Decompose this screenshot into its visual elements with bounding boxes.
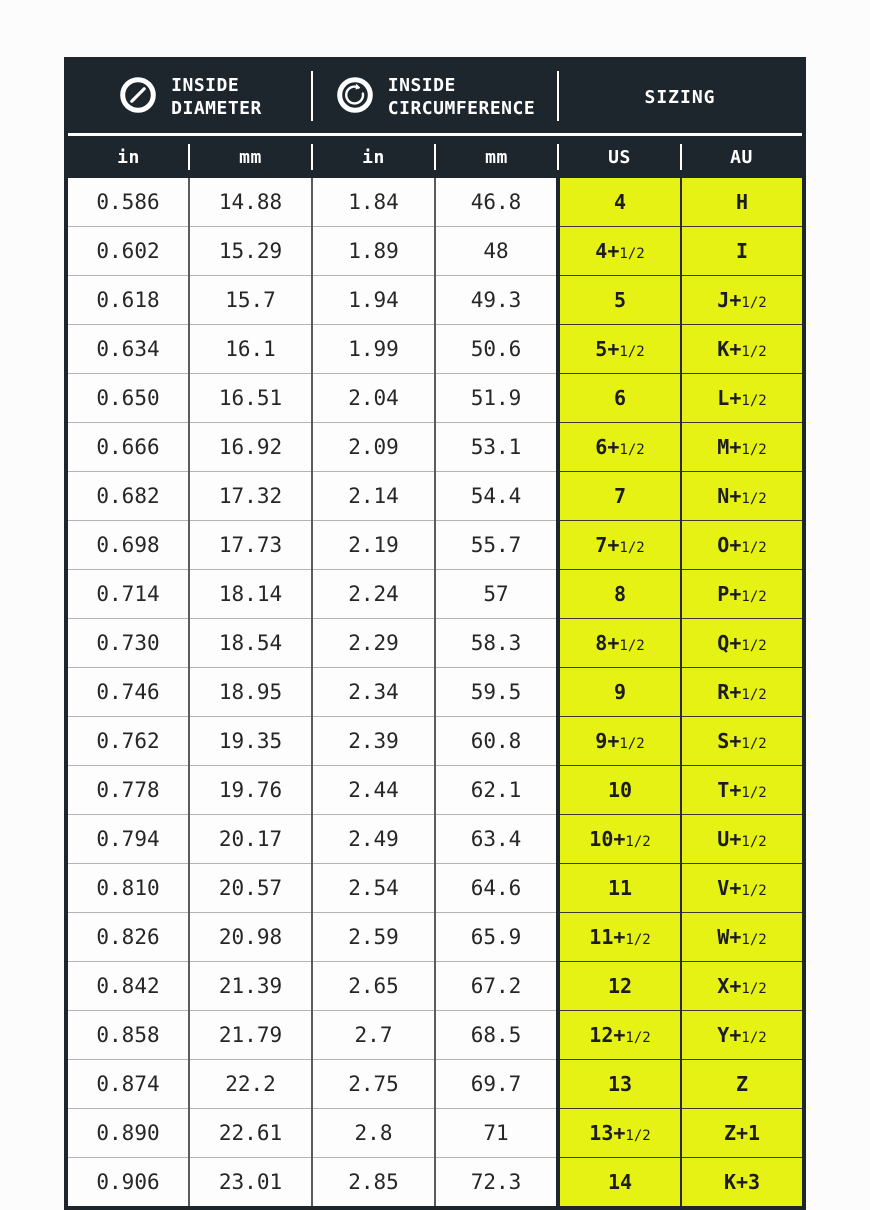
table-row bbox=[66, 1060, 804, 1109]
cell-au-size: S+1/2 bbox=[681, 717, 804, 766]
cell-diameter-mm: 18.54 bbox=[189, 619, 312, 668]
cell-diameter-mm: 19.35 bbox=[189, 717, 312, 766]
subheader-au-size: AU bbox=[681, 135, 804, 179]
table-row bbox=[66, 423, 804, 472]
cell-diameter-mm: 20.57 bbox=[189, 864, 312, 913]
cell-diameter-mm: 20.98 bbox=[189, 913, 312, 962]
cell-us-size: 9 bbox=[558, 668, 681, 717]
table-row bbox=[66, 1011, 804, 1060]
cell-circumference-in: 2.09 bbox=[312, 423, 435, 472]
cell-circumference-in: 2.24 bbox=[312, 570, 435, 619]
cell-circumference-in: 2.59 bbox=[312, 913, 435, 962]
cell-us-size: 12+1/2 bbox=[558, 1011, 681, 1060]
ring-size-table bbox=[64, 57, 806, 1210]
cell-us-size: 13 bbox=[558, 1060, 681, 1109]
cell-circumference-mm: 46.8 bbox=[435, 178, 558, 227]
cell-diameter-mm: 15.7 bbox=[189, 276, 312, 325]
cell-au-size: M+1/2 bbox=[681, 423, 804, 472]
cell-us-size: 11 bbox=[558, 864, 681, 913]
cell-us-size: 8 bbox=[558, 570, 681, 619]
cell-au-size: X+1/2 bbox=[681, 962, 804, 1011]
cell-diameter-in: 0.858 bbox=[66, 1011, 189, 1060]
cell-au-size: T+1/2 bbox=[681, 766, 804, 815]
half-fraction: 1/2 bbox=[741, 1030, 767, 1046]
cell-circumference-mm: 71 bbox=[435, 1109, 558, 1158]
cell-diameter-in: 0.794 bbox=[66, 815, 189, 864]
cell-diameter-mm: 22.61 bbox=[189, 1109, 312, 1158]
cell-au-size: K+1/2 bbox=[681, 325, 804, 374]
cell-au-size: Z bbox=[681, 1060, 804, 1109]
cell-circumference-mm: 72.3 bbox=[435, 1158, 558, 1209]
cell-us-size: 4 bbox=[558, 178, 681, 227]
half-fraction: 1/2 bbox=[741, 687, 767, 703]
half-fraction: 1/2 bbox=[619, 540, 645, 556]
cell-circumference-in: 2.54 bbox=[312, 864, 435, 913]
table-row bbox=[66, 864, 804, 913]
table-row bbox=[66, 227, 804, 276]
group-header-label: INSIDE DIAMETER bbox=[171, 74, 262, 119]
cell-us-size: 10 bbox=[558, 766, 681, 815]
cell-circumference-mm: 68.5 bbox=[435, 1011, 558, 1060]
cell-us-size: 12 bbox=[558, 962, 681, 1011]
cell-circumference-mm: 62.1 bbox=[435, 766, 558, 815]
cell-circumference-in: 2.29 bbox=[312, 619, 435, 668]
half-fraction: 1/2 bbox=[741, 932, 767, 948]
cell-diameter-mm: 21.79 bbox=[189, 1011, 312, 1060]
cell-au-size: W+1/2 bbox=[681, 913, 804, 962]
table-row bbox=[66, 962, 804, 1011]
cell-diameter-in: 0.906 bbox=[66, 1158, 189, 1209]
cell-diameter-in: 0.650 bbox=[66, 374, 189, 423]
subheader-us-size: US bbox=[558, 135, 681, 179]
cell-diameter-in: 0.778 bbox=[66, 766, 189, 815]
cell-circumference-mm: 48 bbox=[435, 227, 558, 276]
cell-au-size: K+3 bbox=[681, 1158, 804, 1209]
cell-us-size: 5 bbox=[558, 276, 681, 325]
cell-diameter-mm: 22.2 bbox=[189, 1060, 312, 1109]
half-fraction: 1/2 bbox=[741, 344, 767, 360]
cell-au-size: Y+1/2 bbox=[681, 1011, 804, 1060]
cell-diameter-mm: 17.32 bbox=[189, 472, 312, 521]
subheader-row bbox=[66, 135, 804, 179]
half-fraction: 1/2 bbox=[625, 1030, 651, 1046]
cell-au-size: R+1/2 bbox=[681, 668, 804, 717]
cell-circumference-in: 2.14 bbox=[312, 472, 435, 521]
cell-diameter-in: 0.890 bbox=[66, 1109, 189, 1158]
cell-diameter-in: 0.714 bbox=[66, 570, 189, 619]
cell-circumference-in: 2.85 bbox=[312, 1158, 435, 1209]
cell-diameter-mm: 15.29 bbox=[189, 227, 312, 276]
cell-circumference-mm: 58.3 bbox=[435, 619, 558, 668]
cell-diameter-in: 0.874 bbox=[66, 1060, 189, 1109]
cell-circumference-in: 2.65 bbox=[312, 962, 435, 1011]
group-header-row bbox=[66, 59, 804, 135]
cell-diameter-in: 0.810 bbox=[66, 864, 189, 913]
cell-us-size: 7+1/2 bbox=[558, 521, 681, 570]
table-row bbox=[66, 815, 804, 864]
cell-circumference-mm: 55.7 bbox=[435, 521, 558, 570]
table-row bbox=[66, 619, 804, 668]
cell-au-size: I bbox=[681, 227, 804, 276]
table-row bbox=[66, 766, 804, 815]
cell-au-size: L+1/2 bbox=[681, 374, 804, 423]
half-fraction: 1/2 bbox=[619, 246, 645, 262]
cell-au-size: U+1/2 bbox=[681, 815, 804, 864]
cell-circumference-in: 1.89 bbox=[312, 227, 435, 276]
subheader-diameter-in: in bbox=[66, 135, 189, 179]
group-header-label: INSIDE CIRCUMFERENCE bbox=[387, 74, 536, 119]
cell-diameter-mm: 20.17 bbox=[189, 815, 312, 864]
cell-diameter-in: 0.842 bbox=[66, 962, 189, 1011]
cell-au-size: N+1/2 bbox=[681, 472, 804, 521]
half-fraction: 1/2 bbox=[741, 785, 767, 801]
cell-au-size: J+1/2 bbox=[681, 276, 804, 325]
cell-circumference-mm: 50.6 bbox=[435, 325, 558, 374]
cell-diameter-in: 0.602 bbox=[66, 227, 189, 276]
half-fraction: 1/2 bbox=[741, 883, 767, 899]
cell-au-size: Z+1 bbox=[681, 1109, 804, 1158]
half-fraction: 1/2 bbox=[741, 834, 767, 850]
half-fraction: 1/2 bbox=[741, 589, 767, 605]
table-row bbox=[66, 178, 804, 227]
cell-diameter-in: 0.618 bbox=[66, 276, 189, 325]
subheader-circumference-mm: mm bbox=[435, 135, 558, 179]
cell-circumference-in: 2.75 bbox=[312, 1060, 435, 1109]
half-fraction: 1/2 bbox=[619, 442, 645, 458]
cell-circumference-mm: 51.9 bbox=[435, 374, 558, 423]
cell-circumference-mm: 63.4 bbox=[435, 815, 558, 864]
cell-circumference-mm: 69.7 bbox=[435, 1060, 558, 1109]
cell-au-size: O+1/2 bbox=[681, 521, 804, 570]
table-body bbox=[66, 178, 804, 1208]
table-row bbox=[66, 913, 804, 962]
circumference-icon bbox=[335, 75, 375, 119]
cell-circumference-mm: 65.9 bbox=[435, 913, 558, 962]
cell-us-size: 7 bbox=[558, 472, 681, 521]
group-header-inside-diameter bbox=[66, 59, 312, 135]
cell-diameter-in: 0.682 bbox=[66, 472, 189, 521]
cell-diameter-mm: 18.14 bbox=[189, 570, 312, 619]
cell-circumference-mm: 54.4 bbox=[435, 472, 558, 521]
half-fraction: 1/2 bbox=[619, 344, 645, 360]
table-row bbox=[66, 570, 804, 619]
cell-au-size: V+1/2 bbox=[681, 864, 804, 913]
group-header-sizing: SIZING bbox=[558, 59, 804, 135]
cell-circumference-mm: 49.3 bbox=[435, 276, 558, 325]
cell-circumference-in: 2.49 bbox=[312, 815, 435, 864]
half-fraction: 1/2 bbox=[741, 491, 767, 507]
half-fraction: 1/2 bbox=[625, 834, 651, 850]
cell-diameter-mm: 17.73 bbox=[189, 521, 312, 570]
subheader-diameter-mm: mm bbox=[189, 135, 312, 179]
cell-diameter-mm: 14.88 bbox=[189, 178, 312, 227]
cell-circumference-in: 2.04 bbox=[312, 374, 435, 423]
cell-circumference-in: 1.94 bbox=[312, 276, 435, 325]
cell-circumference-mm: 60.8 bbox=[435, 717, 558, 766]
half-fraction: 1/2 bbox=[625, 1128, 651, 1144]
cell-us-size: 13+1/2 bbox=[558, 1109, 681, 1158]
cell-us-size: 10+1/2 bbox=[558, 815, 681, 864]
table-row bbox=[66, 668, 804, 717]
cell-circumference-in: 1.84 bbox=[312, 178, 435, 227]
table-row bbox=[66, 472, 804, 521]
half-fraction: 1/2 bbox=[741, 736, 767, 752]
cell-diameter-mm: 19.76 bbox=[189, 766, 312, 815]
cell-diameter-in: 0.586 bbox=[66, 178, 189, 227]
half-fraction: 1/2 bbox=[741, 638, 767, 654]
half-fraction: 1/2 bbox=[741, 981, 767, 997]
half-fraction: 1/2 bbox=[619, 736, 645, 752]
cell-us-size: 4+1/2 bbox=[558, 227, 681, 276]
cell-diameter-mm: 16.92 bbox=[189, 423, 312, 472]
half-fraction: 1/2 bbox=[741, 295, 767, 311]
diameter-icon bbox=[118, 75, 158, 119]
cell-au-size: P+1/2 bbox=[681, 570, 804, 619]
cell-circumference-in: 2.7 bbox=[312, 1011, 435, 1060]
table-row bbox=[66, 717, 804, 766]
cell-us-size: 14 bbox=[558, 1158, 681, 1209]
cell-circumference-in: 2.39 bbox=[312, 717, 435, 766]
cell-circumference-mm: 64.6 bbox=[435, 864, 558, 913]
cell-us-size: 5+1/2 bbox=[558, 325, 681, 374]
cell-us-size: 11+1/2 bbox=[558, 913, 681, 962]
cell-diameter-mm: 23.01 bbox=[189, 1158, 312, 1209]
cell-diameter-mm: 21.39 bbox=[189, 962, 312, 1011]
subheader-circumference-in: in bbox=[312, 135, 435, 179]
cell-diameter-mm: 16.1 bbox=[189, 325, 312, 374]
cell-diameter-mm: 18.95 bbox=[189, 668, 312, 717]
cell-diameter-in: 0.826 bbox=[66, 913, 189, 962]
cell-diameter-in: 0.730 bbox=[66, 619, 189, 668]
cell-au-size: Q+1/2 bbox=[681, 619, 804, 668]
table-row bbox=[66, 325, 804, 374]
table-row bbox=[66, 1109, 804, 1158]
cell-circumference-mm: 59.5 bbox=[435, 668, 558, 717]
cell-diameter-mm: 16.51 bbox=[189, 374, 312, 423]
table-row bbox=[66, 276, 804, 325]
cell-diameter-in: 0.666 bbox=[66, 423, 189, 472]
half-fraction: 1/2 bbox=[625, 932, 651, 948]
cell-au-size: H bbox=[681, 178, 804, 227]
half-fraction: 1/2 bbox=[741, 442, 767, 458]
table-row bbox=[66, 1158, 804, 1209]
cell-us-size: 6 bbox=[558, 374, 681, 423]
table-row bbox=[66, 374, 804, 423]
cell-circumference-in: 2.8 bbox=[312, 1109, 435, 1158]
cell-us-size: 6+1/2 bbox=[558, 423, 681, 472]
cell-diameter-in: 0.762 bbox=[66, 717, 189, 766]
cell-circumference-in: 2.19 bbox=[312, 521, 435, 570]
cell-circumference-in: 2.34 bbox=[312, 668, 435, 717]
cell-circumference-mm: 57 bbox=[435, 570, 558, 619]
cell-diameter-in: 0.698 bbox=[66, 521, 189, 570]
half-fraction: 1/2 bbox=[741, 393, 767, 409]
group-header-inside-circumference bbox=[312, 59, 558, 135]
cell-us-size: 8+1/2 bbox=[558, 619, 681, 668]
cell-circumference-mm: 67.2 bbox=[435, 962, 558, 1011]
half-fraction: 1/2 bbox=[619, 638, 645, 654]
half-fraction: 1/2 bbox=[741, 540, 767, 556]
cell-us-size: 9+1/2 bbox=[558, 717, 681, 766]
table-header bbox=[66, 59, 804, 178]
table-row bbox=[66, 521, 804, 570]
cell-diameter-in: 0.634 bbox=[66, 325, 189, 374]
cell-circumference-in: 2.44 bbox=[312, 766, 435, 815]
cell-circumference-mm: 53.1 bbox=[435, 423, 558, 472]
cell-circumference-in: 1.99 bbox=[312, 325, 435, 374]
cell-diameter-in: 0.746 bbox=[66, 668, 189, 717]
